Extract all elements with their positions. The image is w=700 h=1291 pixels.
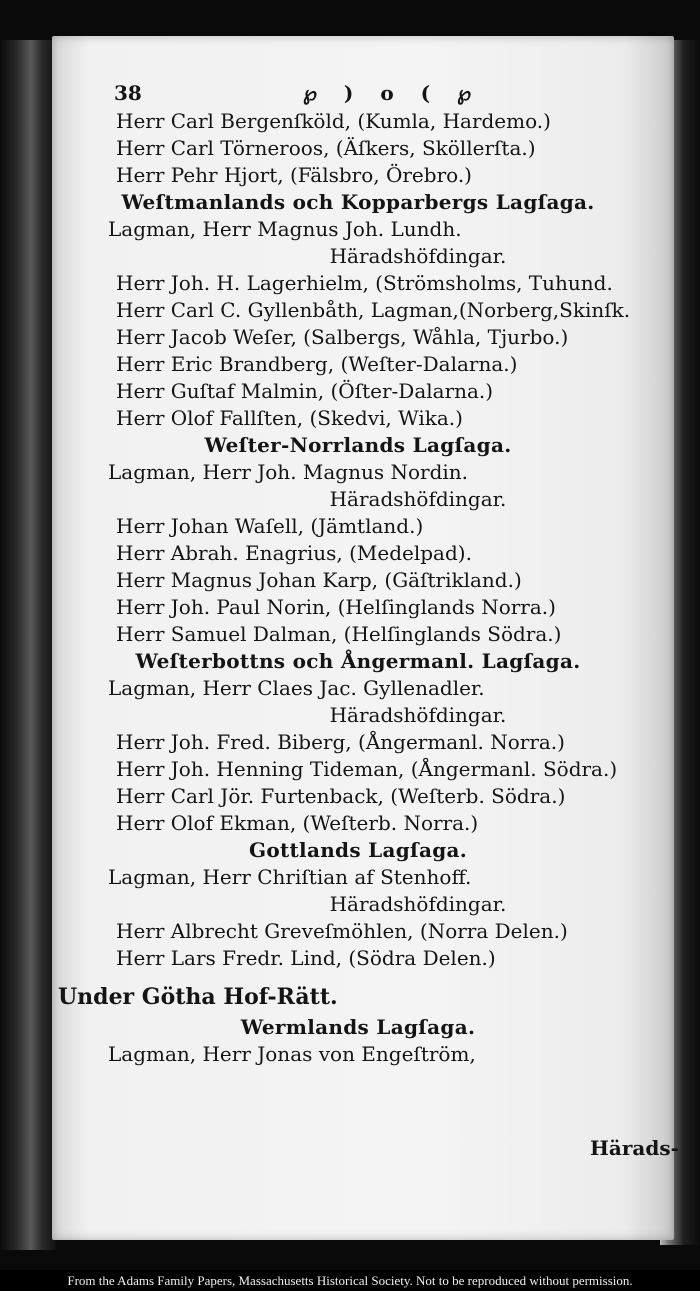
section-heading: Weſtmanlands och Kopparbergs Lagſaga. <box>121 190 595 214</box>
register-entry: Herr Johan Waſell, (Jämtland.) <box>116 514 424 538</box>
register-entry: Herr Carl Törneroos, (Äſkers, Sköllerſta.) <box>116 136 536 160</box>
section-heading: Wermlands Lagſaga. <box>240 1015 476 1039</box>
register-entry: Herr Joh. H. Lagerhielm, (Strömsholms, Tuhund. <box>116 271 613 295</box>
register-entry: Herr Carl Bergenſköld, (Kumla, Hardemo.) <box>116 109 551 133</box>
subheading: Häradshöfdingar. <box>329 892 507 916</box>
lagman-entry: Lagman, Herr Claes Jac. Gyllenadler. <box>108 676 485 700</box>
register-entry: Herr Carl C. Gyllenbåth, Lagman,(Norberg,Skinſk. <box>116 298 631 322</box>
lagman-entry: Lagman, Herr Joh. Magnus Nordin. <box>108 460 469 484</box>
text-lines <box>58 108 658 1068</box>
section-heading: Weſter-Norrlands Lagſaga. <box>204 433 512 457</box>
register-entry: Herr Joh. Henning Tideman, (Ångermanl. Södra.) <box>116 757 618 781</box>
subheading: Häradshöfdingar. <box>329 703 507 727</box>
header-ornament: ℘ ) o ( ℘ <box>303 81 482 105</box>
register-entry: Herr Carl Jör. Furtenback, (Weſterb. Södra.) <box>116 784 566 808</box>
register-entry: Herr Lars Fredr. Lind, (Södra Delen.) <box>116 946 496 970</box>
book-spine <box>0 40 56 1250</box>
section-heading: Weſterbottns och Ångermanl. Lagſaga. <box>135 649 581 673</box>
register-entry: Herr Abrah. Enagrius, (Medelpad). <box>116 541 472 565</box>
subheading: Häradshöfdingar. <box>329 487 507 511</box>
lagman-entry: Lagman, Herr Magnus Joh. Lundh. <box>108 217 462 241</box>
register-entry: Herr Jacob Weſer, (Salbergs, Wåhla, Tjurbo.) <box>116 325 569 349</box>
subheading: Häradshöfdingar. <box>329 244 507 268</box>
register-entry: Herr Samuel Dalman, (Helſinglands Södra.) <box>116 622 562 646</box>
register-entry: Herr Joh. Fred. Biberg, (Ångermanl. Norra.) <box>116 730 565 754</box>
lagman-entry: Lagman, Herr Jonas von Engeſtröm, <box>108 1042 476 1066</box>
court-heading: Under Götha Hof-Rätt. <box>58 984 338 1010</box>
register-entry: Herr Olof Ekman, (Weſterb. Norra.) <box>116 811 479 835</box>
register-entry: Herr Magnus Johan Karp, (Gäſtrikland.) <box>116 568 522 592</box>
register-entry: Herr Pehr Hjort, (Fälsbro, Örebro.) <box>116 163 472 187</box>
running-header <box>58 78 658 108</box>
page-text <box>58 78 658 1068</box>
register-entry: Herr Eric Brandberg, (Weſter-Dalarna.) <box>116 352 518 376</box>
copyright-footer: From the Adams Family Papers, Massachusetts Historical Society. Not to be reproduced without permission. <box>0 1270 700 1291</box>
catchword: Härads- <box>590 1136 679 1160</box>
register-entry: Herr Albrecht Greveſmöhlen, (Norra Delen.) <box>116 919 568 943</box>
register-entry: Herr Guſtaf Malmin, (Öſter-Dalarna.) <box>116 379 494 403</box>
lagman-entry: Lagman, Herr Chriſtian af Stenhoff. <box>108 865 472 889</box>
register-entry: Herr Olof Fallſten, (Skedvi, Wika.) <box>116 406 463 430</box>
page-number: 38 <box>114 81 142 105</box>
section-heading: Gottlands Lagſaga. <box>248 838 468 862</box>
register-entry: Herr Joh. Paul Norin, (Helſinglands Norra.) <box>116 595 556 619</box>
